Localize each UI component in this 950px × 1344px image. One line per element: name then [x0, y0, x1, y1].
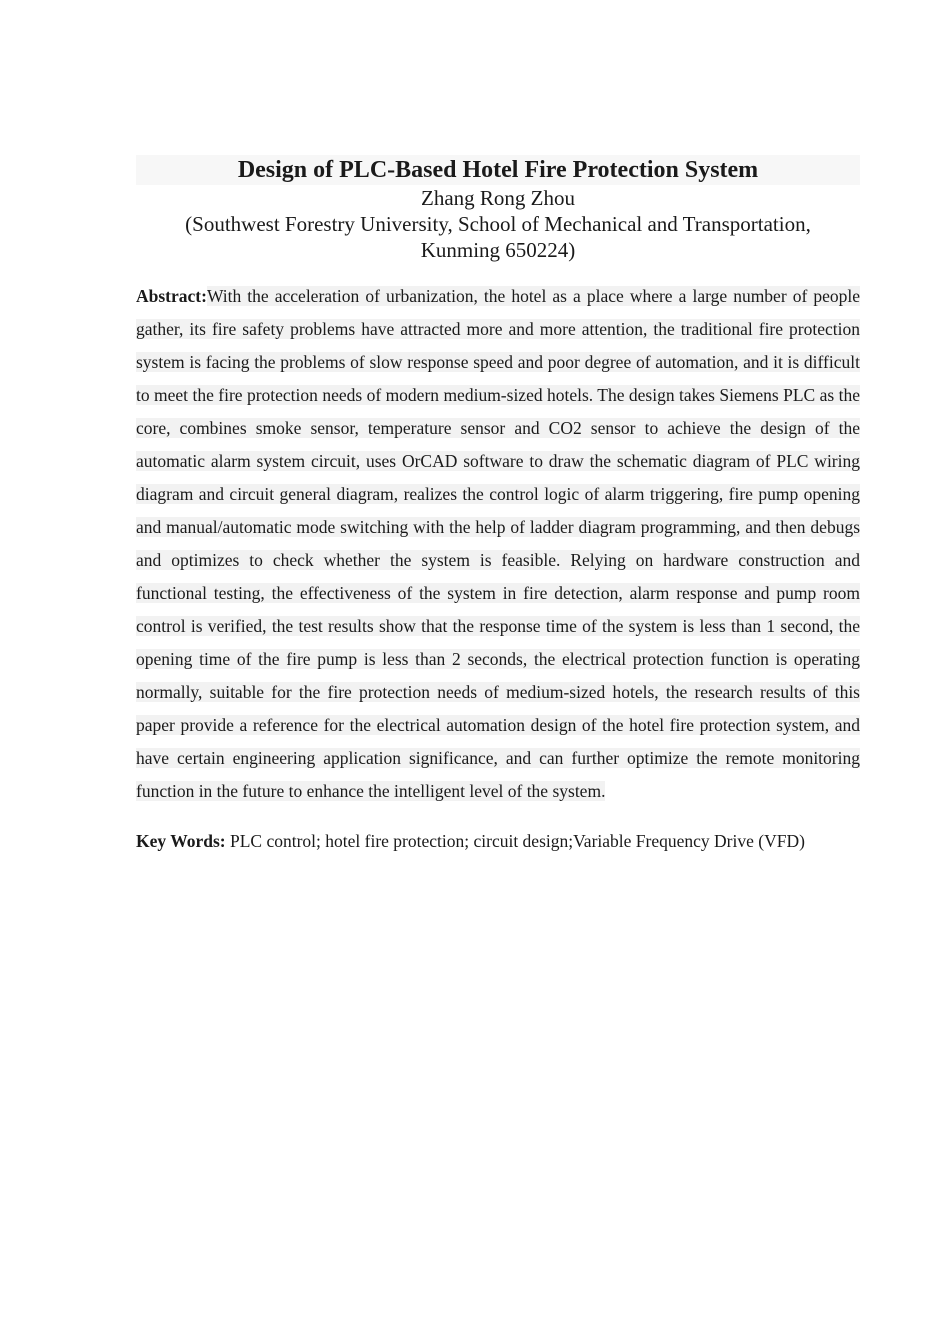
paper-page [136, 155, 860, 855]
keywords-section [136, 827, 860, 855]
paper-title: Design of PLC-Based Hotel Fire Protection System [136, 155, 860, 185]
abstract-section [136, 280, 860, 808]
author-affiliation: (Southwest Forestry University, School of Mechanical and Transportation, Kunming 650224) [185, 212, 811, 262]
keywords-label: Key Words: [136, 831, 226, 851]
abstract-label: Abstract: [136, 286, 207, 306]
author-name: Zhang Rong Zhou [421, 186, 575, 210]
keywords-text: PLC control; hotel fire protection; circuit design;Variable Frequency Drive (VFD) [225, 831, 805, 851]
abstract-text: With the acceleration of urbanization, the hotel as a place where a large number of people gather, its fire safety problems have attracted more and more attention, the traditional fire protection system is facing the problems of slow response speed and poor degree of automation, and it is difficult to meet the fire protection needs of modern medium-sized hotels. The design takes Siemens PLC as the core, combines smoke sensor, temperature sensor and CO2 sensor to achieve the design of the automatic alarm system circuit, uses OrCAD software to draw the schematic diagram of PLC wiring diagram and circuit general diagram, realizes the control logic of alarm triggering, fire pump opening and manual/automatic mode switching with the help of ladder diagram programming, and then debugs and optimizes to check whether the system is feasible. Relying on hardware construction and functional testing, the effectiveness of the system in fire detection, alarm response and pump room control is verified, the test results show that the response time of the system is less than 1 second, the opening time of the fire pump is less than 2 seconds, the electrical protection function is operating normally, suitable for the fire protection needs of medium-sized hotels, the research results of this paper provide a reference for the electrical automation design of the hotel fire protection system, and have certain engineering application significance, and can further optimize the remote monitoring function in the future to enhance the intelligent level of the system. [136, 286, 860, 801]
